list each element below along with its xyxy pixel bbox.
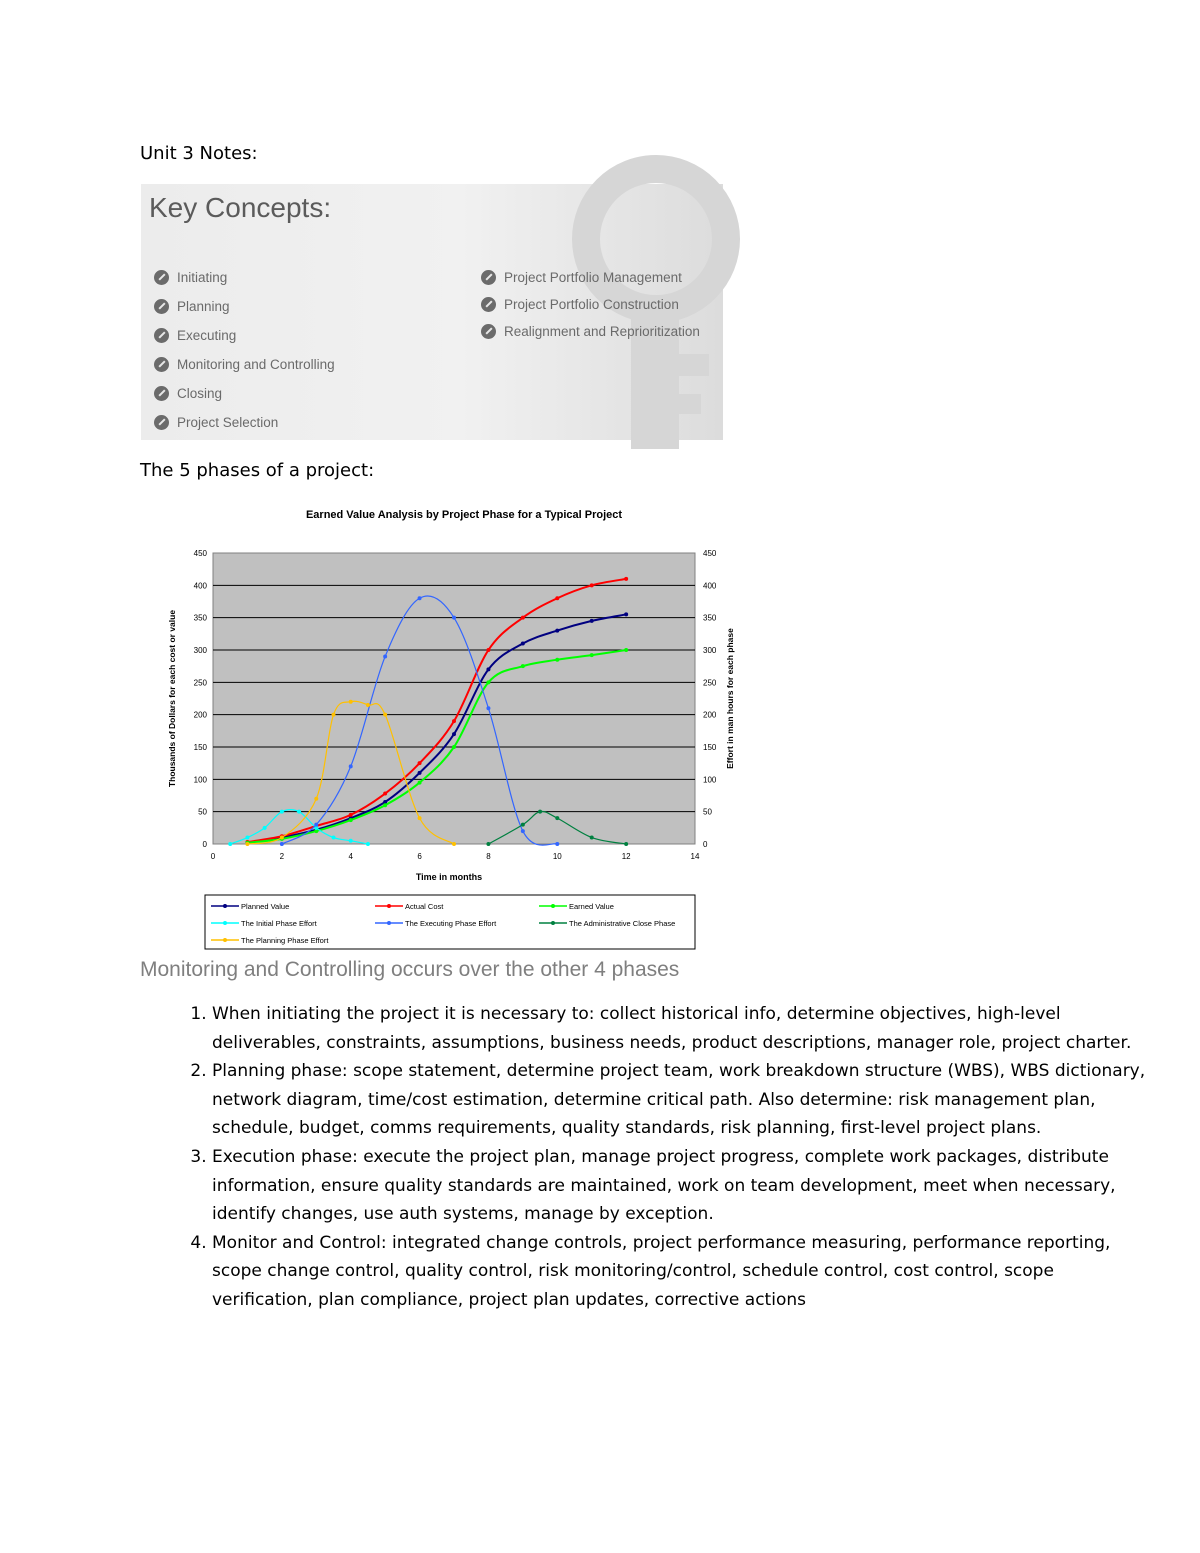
legend-label: Actual Cost bbox=[405, 902, 444, 911]
key-concept-item bbox=[154, 299, 230, 314]
earned-value-chart bbox=[150, 500, 735, 955]
key-concept-item bbox=[154, 386, 222, 401]
data-point bbox=[228, 842, 232, 846]
chart-title: Earned Value Analysis by Project Phase for a Typical Project bbox=[305, 509, 623, 521]
data-point bbox=[624, 612, 628, 616]
data-point bbox=[624, 577, 628, 581]
y-tick-label-right: 250 bbox=[703, 678, 717, 688]
data-point bbox=[521, 829, 525, 833]
x-tick-label: 10 bbox=[552, 852, 562, 861]
y-axis-label-right: Effort in man hours for each phase bbox=[725, 628, 735, 769]
key-concepts-slide bbox=[141, 184, 723, 440]
data-point bbox=[555, 842, 559, 846]
x-tick-label: 8 bbox=[486, 852, 491, 861]
x-tick-label: 14 bbox=[690, 852, 700, 861]
data-point bbox=[349, 839, 353, 843]
data-point bbox=[332, 836, 336, 840]
data-point bbox=[280, 810, 284, 814]
key-concept-label: Initiating bbox=[177, 270, 228, 285]
key-concept-label: Realignment and Reprioritization bbox=[504, 324, 700, 339]
legend-marker bbox=[387, 904, 391, 908]
data-point bbox=[418, 771, 422, 775]
data-point bbox=[521, 823, 525, 827]
legend-label: The Planning Phase Effort bbox=[241, 936, 329, 945]
key-concept-label: Project Selection bbox=[177, 415, 279, 430]
data-point bbox=[590, 836, 594, 840]
key-concept-label: Project Portfolio Management bbox=[504, 270, 682, 285]
data-point bbox=[521, 664, 525, 668]
data-point bbox=[555, 596, 559, 600]
legend-label: Planned Value bbox=[241, 902, 290, 911]
key-icon bbox=[154, 415, 169, 430]
key-icon bbox=[154, 386, 169, 401]
legend-label: The Executing Phase Effort bbox=[405, 919, 497, 928]
data-point bbox=[452, 842, 456, 846]
key-icon bbox=[481, 324, 496, 339]
data-point bbox=[486, 842, 490, 846]
key-concept-label: Monitoring and Controlling bbox=[177, 357, 335, 372]
data-point bbox=[624, 842, 628, 846]
data-point bbox=[624, 648, 628, 652]
phase-notes-list bbox=[140, 1000, 1147, 1315]
data-point bbox=[452, 616, 456, 620]
data-point bbox=[366, 703, 370, 707]
unit-heading: Unit 3 Notes: bbox=[140, 143, 258, 164]
data-point bbox=[486, 667, 490, 671]
y-tick-label-left: 50 bbox=[198, 807, 207, 817]
key-concept-item bbox=[154, 357, 335, 372]
data-point bbox=[452, 732, 456, 736]
data-point bbox=[383, 654, 387, 658]
data-point bbox=[314, 797, 318, 801]
y-tick-label-right: 400 bbox=[703, 581, 717, 591]
y-tick-label-right: 300 bbox=[703, 646, 717, 655]
y-tick-label-right: 450 bbox=[703, 549, 717, 558]
key-icon bbox=[154, 270, 169, 285]
legend-marker bbox=[387, 921, 391, 925]
data-point bbox=[555, 629, 559, 633]
data-point bbox=[383, 803, 387, 807]
key-icon bbox=[481, 297, 496, 312]
data-point bbox=[486, 706, 490, 710]
x-tick-label: 4 bbox=[348, 852, 353, 861]
y-tick-label-left: 350 bbox=[193, 613, 207, 623]
data-point bbox=[590, 619, 594, 623]
key-icon bbox=[481, 270, 496, 285]
data-point bbox=[314, 823, 318, 827]
data-point bbox=[349, 813, 353, 817]
data-point bbox=[521, 642, 525, 646]
data-point bbox=[383, 792, 387, 796]
data-point bbox=[383, 713, 387, 717]
key-concepts-title: Key Concepts: bbox=[149, 192, 332, 223]
x-axis-label: Time in months bbox=[415, 872, 483, 882]
legend-label: The Initial Phase Effort bbox=[241, 919, 317, 928]
data-point bbox=[245, 836, 249, 840]
key-concept-item bbox=[154, 415, 278, 430]
data-point bbox=[555, 816, 559, 820]
y-tick-label-right: 100 bbox=[703, 775, 717, 785]
legend-marker bbox=[223, 921, 227, 925]
plot-area bbox=[213, 553, 695, 844]
data-point bbox=[349, 818, 353, 822]
legend-marker bbox=[551, 904, 555, 908]
y-tick-label-left: 450 bbox=[193, 549, 207, 558]
y-tick-label-left: 250 bbox=[193, 678, 207, 688]
key-watermark-icon bbox=[561, 184, 723, 440]
phase-note-execution: 3. Execution phase: execute the project plan, manage project progress, complete work packages, distribute information, ensure quality standards are maintained, work on team development, meet when necessary, identify changes, use auth systems, manage by exception. bbox=[212, 1143, 1147, 1229]
y-tick-label-right: 50 bbox=[703, 807, 712, 817]
legend-marker bbox=[223, 904, 227, 908]
x-tick-label: 0 bbox=[210, 852, 216, 861]
y-tick-label-left: 0 bbox=[202, 840, 207, 849]
phase-note-monitor-control: 4. Monitor and Control: integrated change controls, project performance measuring, performance reporting, scope change control, quality control, risk monitoring/control, schedule control, cost control, scope verification, plan compliance, project plan updates, corrective actions bbox=[212, 1229, 1147, 1315]
y-axis-label-left: Thousands of Dollars for each cost or value bbox=[167, 609, 177, 788]
data-point bbox=[297, 810, 301, 814]
y-tick-label-right: 0 bbox=[703, 840, 708, 849]
data-point bbox=[418, 816, 422, 820]
key-concept-item bbox=[481, 324, 700, 339]
key-concept-label: Closing bbox=[177, 386, 223, 401]
legend-marker bbox=[223, 938, 227, 942]
y-tick-label-right: 200 bbox=[703, 710, 717, 720]
legend-marker bbox=[551, 921, 555, 925]
legend-label: The Administrative Close Phase bbox=[569, 919, 676, 928]
key-icon bbox=[154, 299, 169, 314]
y-tick-label-left: 150 bbox=[193, 743, 207, 752]
x-tick-label: 2 bbox=[279, 852, 285, 861]
data-point bbox=[452, 745, 456, 749]
data-point bbox=[263, 826, 267, 830]
data-point bbox=[555, 658, 559, 662]
key-concept-item bbox=[481, 297, 679, 312]
data-point bbox=[486, 680, 490, 684]
key-concept-item bbox=[154, 328, 236, 343]
phase-note-planning: 2. Planning phase: scope statement, determine project team, work breakdown structure (WBS), WBS dictionary, network diagram, time/cost estimation, determine critical path. Also determine: risk management plan, schedule, budget, comms requirements, quality standards, risk planning, first-level project plans. bbox=[212, 1057, 1147, 1143]
data-point bbox=[486, 648, 490, 652]
data-point bbox=[418, 781, 422, 785]
data-point bbox=[590, 653, 594, 657]
key-concept-label: Planning bbox=[177, 299, 230, 314]
phases-heading: The 5 phases of a project: bbox=[140, 460, 375, 481]
data-point bbox=[366, 842, 370, 846]
data-point bbox=[590, 583, 594, 587]
y-tick-label-right: 150 bbox=[703, 743, 717, 752]
y-tick-label-left: 200 bbox=[193, 710, 207, 720]
data-point bbox=[418, 596, 422, 600]
key-concept-item bbox=[481, 270, 682, 285]
y-tick-label-left: 300 bbox=[193, 646, 207, 655]
data-point bbox=[452, 719, 456, 723]
data-point bbox=[538, 810, 542, 814]
data-point bbox=[280, 836, 284, 840]
key-concept-item bbox=[154, 270, 227, 285]
key-icon bbox=[154, 328, 169, 343]
key-concept-label: Executing bbox=[177, 328, 237, 343]
monitoring-heading: Monitoring and Controlling occurs over the other 4 phases bbox=[140, 958, 680, 981]
x-tick-label: 6 bbox=[417, 852, 422, 861]
data-point bbox=[245, 842, 249, 846]
data-point bbox=[349, 700, 353, 704]
phase-note-initiating: 1. When initiating the project it is necessary to: collect historical info, determine objectives, high-level deliverables, constraints, assumptions, business needs, product descriptions, manager role, project charter. bbox=[212, 1000, 1147, 1057]
data-point bbox=[280, 842, 284, 846]
data-point bbox=[332, 713, 336, 717]
key-icon bbox=[154, 357, 169, 372]
legend-label: Earned Value bbox=[569, 902, 614, 911]
y-tick-label-right: 350 bbox=[703, 613, 717, 623]
data-point bbox=[349, 764, 353, 768]
y-tick-label-left: 400 bbox=[193, 581, 207, 591]
data-point bbox=[418, 761, 422, 765]
y-tick-label-left: 100 bbox=[193, 775, 207, 785]
x-tick-label: 12 bbox=[621, 852, 631, 861]
data-point bbox=[521, 616, 525, 620]
key-concept-label: Project Portfolio Construction bbox=[504, 297, 679, 312]
